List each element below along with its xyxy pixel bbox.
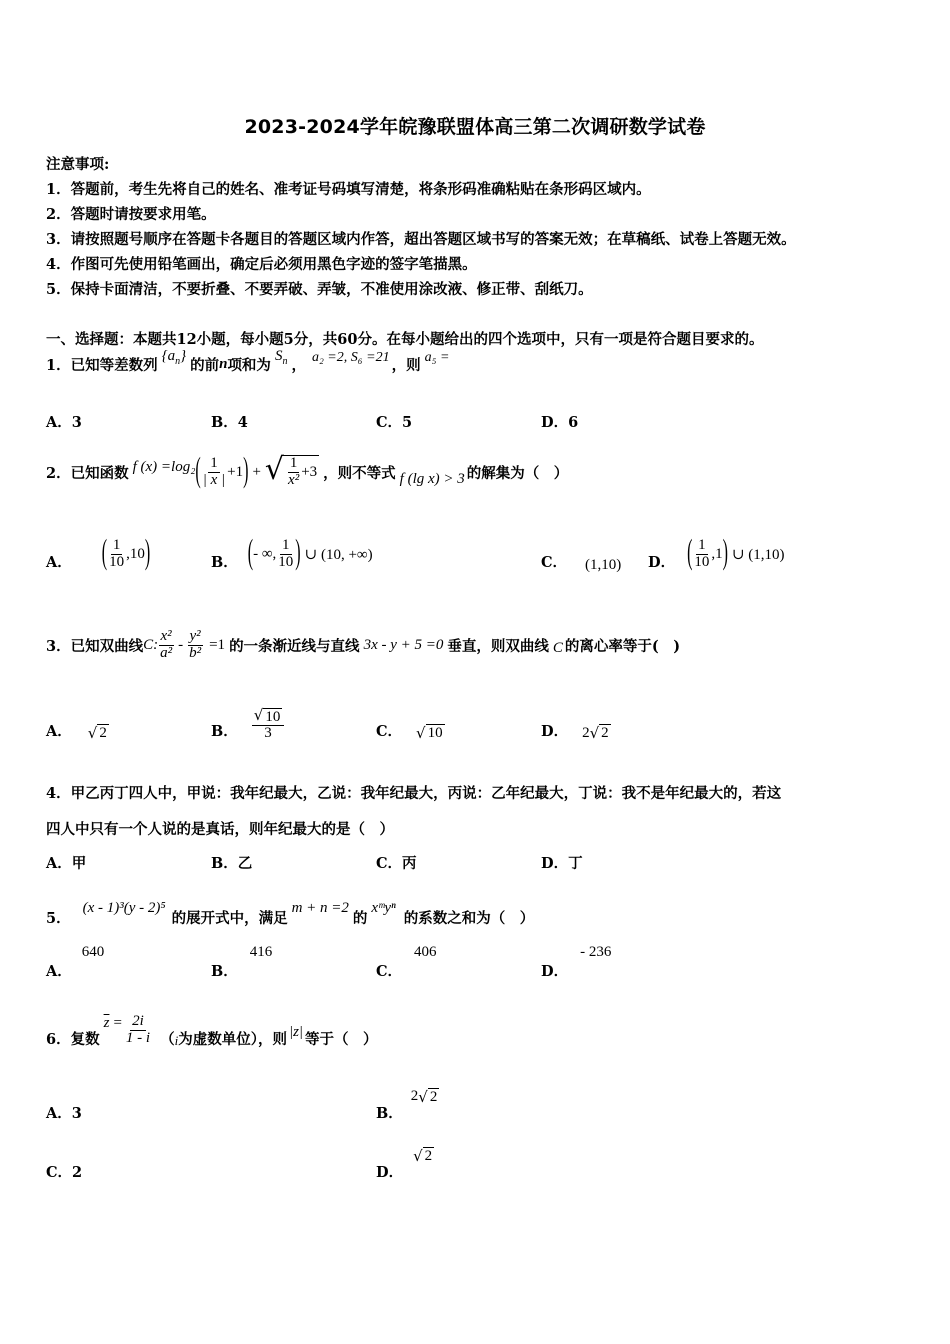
q3-prefix: 3．已知双曲线: [46, 637, 144, 655]
q1-comma: ，: [291, 357, 306, 374]
q6-z-bar: $\overline{z}$: [103, 1014, 110, 1031]
q5-text-mid2: 的: [352, 909, 368, 927]
question-6: [46, 1002, 378, 1058]
q6-option-c[interactable]: C．2: [46, 1164, 83, 1181]
q5-text-mid: 的展开式中，满足: [171, 909, 288, 927]
q2-option-d[interactable]: D． ( $\frac{1}{10}$ ,1 ) ∪ (1,10): [648, 534, 785, 572]
q4-option-d[interactable]: D．丁: [541, 855, 583, 872]
q2-paren-right: ): [243, 452, 249, 490]
q2-option-b[interactable]: B． ( - ∞, $\frac{1}{10}$ ) ∪ (10, +∞): [211, 534, 373, 572]
q6-suffix: 等于（ ）: [305, 1030, 378, 1048]
q6-prefix: 6．复数: [46, 1030, 100, 1048]
q1-then: ，则: [391, 357, 421, 374]
q2-plus-one: +1: [227, 463, 244, 480]
q6-option-d[interactable]: D． √ 2: [376, 1147, 433, 1181]
q5-term: xᵐyⁿ: [371, 899, 396, 916]
notice-item-2: 2．答题时请按要求用笔。: [46, 206, 216, 223]
q6-fraction: $\frac{2i}{1 - i}$: [125, 1012, 151, 1046]
q2-plus: +: [252, 463, 261, 480]
q2-paren-left: (: [195, 452, 201, 490]
section-heading: 一、选择题：本题共12小题，每小题5分，共60分。在每小题给出的四个选项中，只有一项是符合题目要求的。: [46, 331, 764, 348]
q3-fraction-x: $\frac{\text{x²}}{\text{a²}}$: [160, 627, 173, 661]
q2-option-c-label[interactable]: C． (1,10): [541, 553, 622, 573]
q5-prefix: 5．: [46, 909, 71, 927]
q4-option-c[interactable]: C．丙: [376, 855, 417, 872]
q1-n: n: [219, 356, 228, 372]
q2-text-mid: ，则不等式: [323, 464, 396, 482]
page-title: 2023-2024学年皖豫联盟体高三第二次调研数学试卷: [244, 116, 706, 138]
q6-abs-z: |z|: [288, 1023, 304, 1040]
q6-option-b[interactable]: B． 2 √ 2: [376, 1088, 438, 1122]
q3-text-mid: 的一条渐近线与直线: [229, 637, 360, 655]
q4-option-b[interactable]: B．乙: [211, 855, 253, 872]
q3-curve-label: C:: [143, 636, 159, 653]
q2-fraction: $\frac{1}{| x |}$: [202, 454, 226, 488]
notice-item-5: 5．保持卡面清洁，不要折叠、不要弄破、弄皱，不准使用涂改液、修正带、刮纸刀。: [46, 281, 593, 298]
q1-sum: $S_n$: [274, 348, 288, 367]
q1-ask: a₅ =: [424, 349, 450, 365]
q5-option-a[interactable]: A． 640: [46, 944, 105, 980]
q6-paren-text: 为虚数单位），则: [178, 1030, 287, 1048]
q3-option-c[interactable]: C． √ 10: [376, 722, 443, 742]
q3-fraction-y: $\frac{\text{y²}}{\text{b²}}$: [189, 627, 202, 661]
q2-sqrt: √ $\frac{1}{\text{x²}}$ +3: [264, 452, 318, 488]
q5-expression: (x - 1)³(y - 2)⁵: [82, 899, 166, 916]
question-5: [46, 888, 534, 928]
q5-option-d[interactable]: D． - 236: [541, 944, 612, 980]
q4-line-2: 四人中只有一个人说的是真话，则年纪最大的是（ ）: [46, 821, 394, 838]
q3-option-d[interactable]: D． 2 √ 2: [541, 722, 609, 742]
question-3: [46, 618, 680, 672]
q5-condition: m + n =2: [291, 899, 349, 916]
q3-curve-label-2: C: [552, 639, 563, 656]
q3-line: 3x - y + 5 =0: [363, 636, 444, 653]
q2-inequality: f (lg x) > 3: [399, 470, 465, 487]
q2-function: f (x) =log₂: [132, 458, 196, 475]
q1-option-d[interactable]: D．6: [541, 414, 579, 431]
notice-item-4: 4．作图可先使用铅笔画出，确定后必须用黑色字迹的签字笔描黑。: [46, 256, 477, 273]
notice-item-1: 1．答题前，考生先将自己的姓名、准考证号码填写清楚，将条形码准确粘贴在条形码区域内。: [46, 181, 651, 198]
q1-sequence: $\{a_n\}$: [161, 348, 187, 367]
notice-item-3: 3．请按照题号顺序在答题卡各题目的答题区域内作答，超出答题区域书写的答案无效；在草稿纸、试卷上答题无效。: [46, 231, 796, 248]
q1-option-c[interactable]: C．5: [376, 414, 413, 431]
q5-option-c[interactable]: C． 406: [376, 944, 437, 980]
q1-condition: a₂ =2, S₆ =21: [311, 349, 390, 365]
q6-equals: =: [113, 1014, 122, 1031]
q1-text-mid1: 的前: [190, 357, 220, 374]
q5-option-b[interactable]: B． 416: [211, 944, 273, 980]
q6-paren-open: （: [160, 1030, 175, 1048]
q2-suffix: 的解集为（ ）: [466, 464, 569, 482]
q5-suffix: 的系数之和为（ ）: [403, 909, 535, 927]
question-2: [46, 446, 568, 498]
q3-suffix: 的离心率等于( ): [564, 637, 681, 655]
q3-text-mid2: 垂直，则双曲线: [447, 637, 549, 655]
q4-option-a[interactable]: A．甲: [46, 855, 87, 872]
q3-option-a[interactable]: A． √ 2: [46, 722, 107, 742]
notice-heading: 注意事项:: [46, 156, 110, 173]
question-1: [46, 348, 450, 375]
q3-minus: -: [178, 636, 184, 653]
q1-prefix: 1．已知等差数列: [46, 357, 158, 374]
q3-option-b[interactable]: B． √ 10 3: [211, 700, 284, 750]
q1-text-mid2: 项和为: [227, 357, 271, 374]
q4-line-1: 4．甲乙丙丁四人中，甲说：我年纪最大，乙说：我年纪最大，丙说：乙年纪最大，丁说：我不是年纪最大的，若这: [46, 785, 782, 802]
q1-option-b[interactable]: B．4: [211, 414, 248, 431]
q1-option-a[interactable]: A．3: [46, 414, 82, 431]
q2-prefix: 2．已知函数: [46, 464, 129, 482]
q6-i: i: [174, 1033, 179, 1048]
q3-equals-one: =1: [209, 636, 226, 653]
q2-option-a[interactable]: A． ( $\frac{1}{10}$ ,10 ): [46, 534, 151, 572]
q6-option-a[interactable]: A．3: [46, 1105, 82, 1122]
